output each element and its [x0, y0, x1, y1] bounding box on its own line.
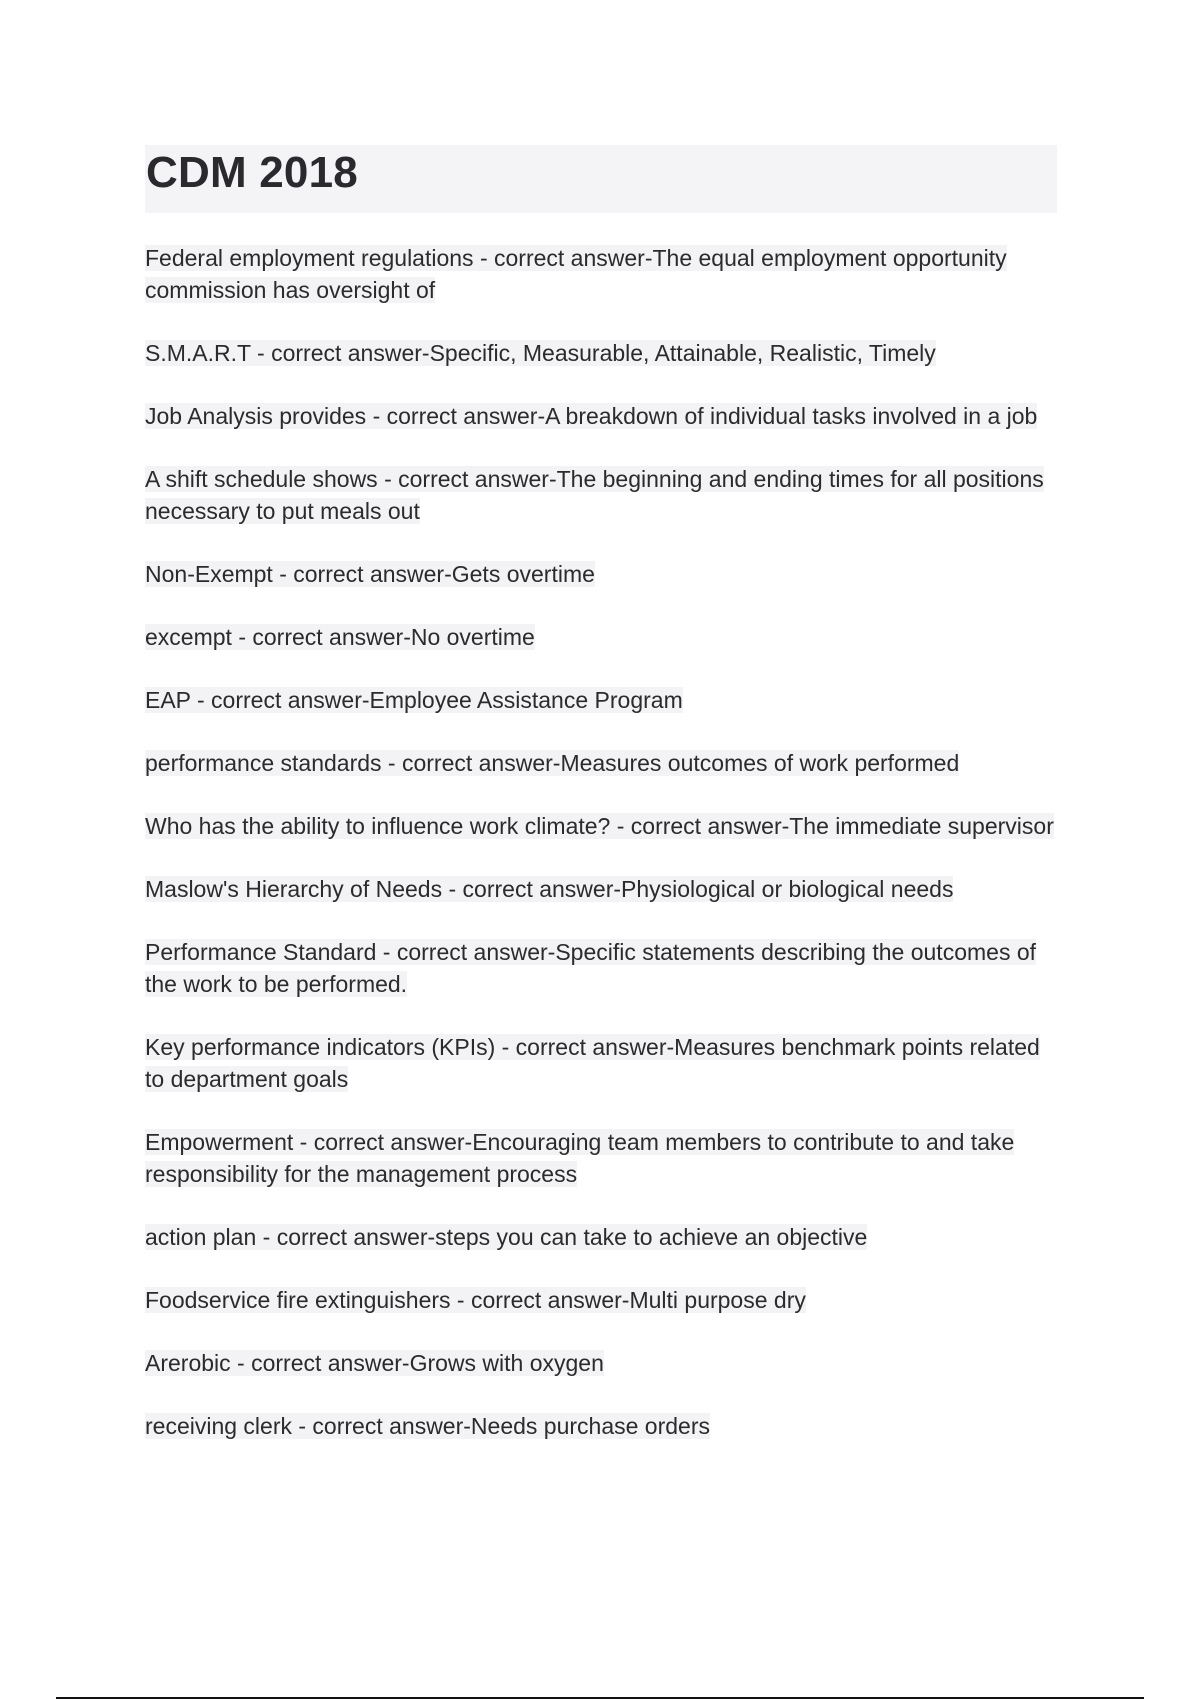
- entry-text: A shift schedule shows - correct answer-The beginning and ending times for all positions necessary to put meals out: [145, 466, 1044, 524]
- page-title: CDM 2018: [146, 148, 358, 197]
- flashcard-entry: [145, 242, 1057, 306]
- flashcard-entry: [145, 621, 1057, 653]
- flashcard-entry: [145, 684, 1057, 716]
- page-bottom-rule: [56, 1697, 1144, 1699]
- entry-text: Job Analysis provides - correct answer-A breakdown of individual tasks involved in a job: [145, 403, 1038, 429]
- flashcard-list: [145, 242, 1057, 1473]
- entry-text: Federal employment regulations - correct answer-The equal employment opportunity commission has oversight of: [145, 245, 1007, 303]
- flashcard-entry: [145, 1347, 1057, 1379]
- flashcard-entry: [145, 1126, 1057, 1190]
- flashcard-entry: [145, 558, 1057, 590]
- entry-text: Empowerment - correct answer-Encouraging team members to contribute to and take responsibility for the management process: [145, 1129, 1015, 1187]
- entry-text: Arerobic - correct answer-Grows with oxygen: [145, 1350, 604, 1376]
- flashcard-entry: [145, 810, 1057, 842]
- entry-text: S.M.A.R.T - correct answer-Specific, Measurable, Attainable, Realistic, Timely: [145, 340, 936, 366]
- flashcard-entry: [145, 337, 1057, 369]
- flashcard-entry: [145, 873, 1057, 905]
- entry-text: Maslow's Hierarchy of Needs - correct answer-Physiological or biological needs: [145, 876, 954, 902]
- flashcard-entry: [145, 1410, 1057, 1442]
- entry-text: Key performance indicators (KPIs) - correct answer-Measures benchmark points related to department goals: [145, 1034, 1040, 1092]
- entry-text: EAP - correct answer-Employee Assistance Program: [145, 687, 683, 713]
- flashcard-entry: [145, 1031, 1057, 1095]
- flashcard-entry: [145, 747, 1057, 779]
- entry-text: Performance Standard - correct answer-Specific statements describing the outcomes of the work to be performed.: [145, 939, 1037, 997]
- flashcard-entry: [145, 463, 1057, 527]
- entry-text: Foodservice fire extinguishers - correct answer-Multi purpose dry: [145, 1287, 806, 1313]
- entry-text: excempt - correct answer-No overtime: [145, 624, 535, 650]
- entry-text: receiving clerk - correct answer-Needs purchase orders: [145, 1413, 710, 1439]
- flashcard-entry: [145, 400, 1057, 432]
- entry-text: action plan - correct answer-steps you can take to achieve an objective: [145, 1224, 868, 1250]
- flashcard-entry: [145, 1221, 1057, 1253]
- entry-text: Non-Exempt - correct answer-Gets overtime: [145, 561, 595, 587]
- entry-text: performance standards - correct answer-Measures outcomes of work performed: [145, 750, 960, 776]
- entry-text: Who has the ability to influence work climate? - correct answer-The immediate supervisor: [145, 813, 1054, 839]
- flashcard-entry: [145, 936, 1057, 1000]
- flashcard-entry: [145, 1284, 1057, 1316]
